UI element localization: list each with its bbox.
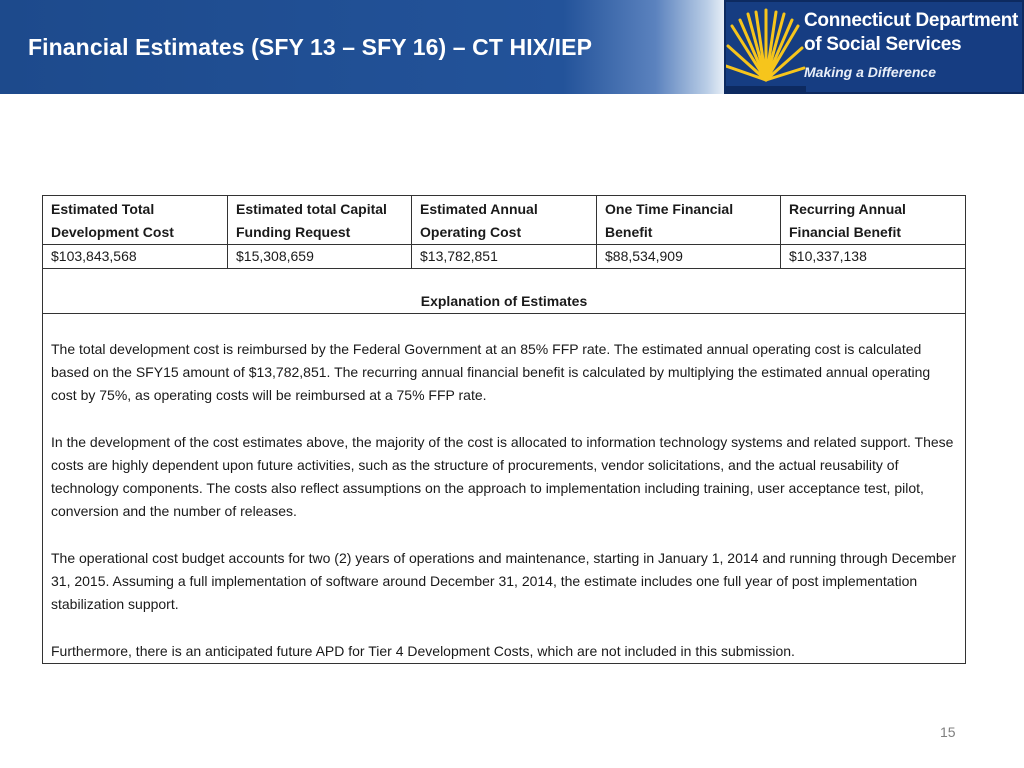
explanation-paragraph-3: The operational cost budget accounts for two (2) years of operations and maintenance, starting in January 1, 2014 and running through December 31, 2015. Assuming a full implementation of software around December 31, 2014, the estimate includes one full year of post implementation stabilization support.	[51, 550, 957, 612]
header-recurring-benefit: Recurring Annual Financial Benefit	[781, 196, 966, 245]
explanation-body-row	[43, 314, 966, 664]
value-annual-operating-cost: $13,782,851	[412, 245, 597, 269]
value-one-time-benefit: $88,534,909	[597, 245, 781, 269]
logo-line-1: Connecticut Department	[804, 10, 1019, 31]
table-header-row	[43, 196, 966, 245]
header-capital-funding-request: Estimated total Capital Funding Request	[228, 196, 412, 245]
slide-title: Financial Estimates (SFY 13 – SFY 16) – CT HIX/IEP	[28, 34, 593, 60]
table-values-row	[43, 245, 966, 269]
explanation-paragraph-1: The total development cost is reimbursed by the Federal Government at an 85% FFP rate. The estimated annual operating cost is calculated based on the SFY15 amount of $13,782,851. The recurring annual financial benefit is calculated by multiplying the estimated annual operating cost by 75%, as operating costs will be reimbursed at a 75% FFP rate.	[51, 341, 931, 403]
value-total-development-cost: $103,843,568	[43, 245, 228, 269]
header-total-development-cost: Estimated Total Development Cost	[43, 196, 228, 245]
explanation-title: Explanation of Estimates	[43, 269, 966, 314]
value-recurring-benefit: $10,337,138	[781, 245, 966, 269]
explanation-body	[43, 314, 966, 664]
explanation-paragraph-2: In the development of the cost estimates above, the majority of the cost is allocated to information technology systems and related support. These costs are highly dependent upon future activities, such as the structure of procurements, vendor solicitations, and the actual reusability of technology components. The costs also reflect assumptions on the approach to implementation including training, user acceptance test, pilot, conversion and the number of releases.	[51, 434, 954, 519]
header-one-time-benefit: One Time Financial Benefit	[597, 196, 781, 245]
dss-logo	[724, 0, 1024, 94]
financial-estimates-table	[42, 195, 966, 664]
logo-tagline: Making a Difference	[804, 64, 937, 80]
logo-line-2: of Social Services	[804, 34, 962, 55]
header-annual-operating-cost: Estimated Annual Operating Cost	[412, 196, 597, 245]
explanation-title-row	[43, 269, 966, 314]
value-capital-funding-request: $15,308,659	[228, 245, 412, 269]
explanation-paragraph-4: Furthermore, there is an anticipated future APD for Tier 4 Development Costs, which are not included in this submission.	[51, 643, 795, 659]
page-number: 15	[940, 724, 956, 740]
